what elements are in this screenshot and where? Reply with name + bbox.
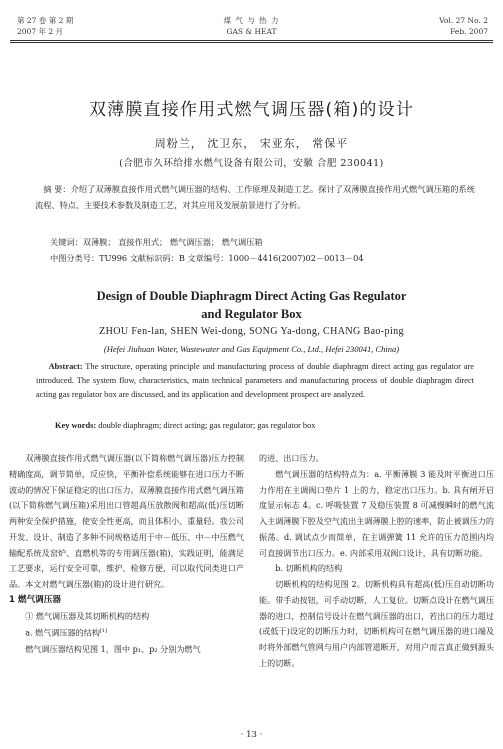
features-paragraph: 燃气调压器的结构特点为：a. 平衡薄膜 3 能及时平衡进口压力作用在主调阀口垫片 1 上的力，稳定出口压力。b. 具有闸开启度显示标志 4。c. 呼吸装置 7 及稳压装置 8 可减慢瞬时的燃气流入主调薄膜下腔及空气流出主调薄膜上腔的速率，防止被调压力的振荡。d. 调试点少而简单，在主调弹簧 11 允许的压力范围内均可直接调节出口压力。e. 内部采用双阀口设计，具有切断功能。: [259, 468, 494, 558]
body-left-column: [9, 451, 244, 657]
keywords-en-label: Key words:: [55, 421, 97, 430]
section-1-heading: 1 燃气调压器: [9, 594, 61, 605]
paper-title-cn: 双薄膜直接作用式燃气调压器(箱)的设计: [88, 100, 415, 120]
affiliation-en: (Hefei Jiuhuan Water, Wastewater and Gas Equipment Co., Ltd., Hefei 230041, China): [103, 344, 400, 354]
journal-name-en: GAS & HEAT: [226, 27, 277, 36]
abstract-en-label: Abstract:: [48, 362, 83, 371]
subsection-1-heading: ① 燃气调压器及其切断机构的结构: [25, 610, 150, 621]
header-rule-2: [10, 42, 493, 43]
subsection-1b-heading: b. 切断机构的结构: [275, 563, 343, 574]
keywords-en: [55, 419, 315, 433]
figure-1-intro: 燃气调压器结构见图 1，图中 p₁、p₂ 分别为燃气: [25, 643, 201, 654]
classification-line: 中图分类号：TU996 文献标识码：B 文章编号：1000－4416(2007)02－0013－04: [50, 253, 364, 263]
journal-name-cn: 煤 气 与 热 力: [223, 16, 280, 25]
subsection-1a-heading: [9, 624, 244, 641]
keywords-cn-label: 关键词：: [50, 237, 83, 247]
abstract-en: [36, 360, 474, 403]
journal-volume: 第 27 卷 第 2 期: [17, 16, 74, 25]
abstract-en-text: The structure, operating principle and manufacturing process of double diaphragm direct acting gas regulator are introduced. The system flow, characteristics, main technical parameters and manufacturing process of double diaphragm direct acting gas regulator box are discussed, and its application and development prospect are analyzed.: [36, 362, 474, 400]
reference-marker: [1]: [99, 628, 108, 635]
abstract-cn: [35, 182, 475, 213]
cutoff-paragraph: 切断机构的结构见图 2。切断机构具有超高(低)压自动切断功能。带手动按钮，可手动切断，人工复位。切断点设计在燃气调压器的进口，控制信号设计在燃气调压器的出口，若出口的压力超过(或低于)设定的切断压力时，切断机构可在燃气调压器的进口端及时将外部燃气管网与用户内部管道断开，对用户而言真正做到源头上的切断。: [259, 579, 494, 668]
intro-paragraph: 双薄膜直接作用式燃气调压器(以下简称燃气调压器)压力控制精确度高，调节简单，反应快，平衡补偿系统能够在进口压力不断波动的情况下保证稳定的出口压力。双薄膜直接作用式燃气调压箱(以下简称燃气调压箱)采用出口管超高压放散阀和超高(低)压切断两种安全保护措施，使安全性更高，而且体积小、重量轻。我公司开发、设计、制造了多种不同规格适用于中－低压、中－中压燃气输配系统及窑炉、直燃机等的专用调压器(箱)，实践证明，能满足工艺要求，运行安全可靠，维护、检修方便，可以取代同类进口产品。本文对燃气调压器(箱)的设计进行研究。: [9, 453, 244, 589]
abstract-cn-label: 摘 要：: [43, 184, 71, 194]
authors-en: ZHOU Fen-lan, SHEN Wei-dong, SONG Ya-dong, CHANG Bao-ping: [99, 326, 404, 337]
page-number: · 13 ·: [240, 730, 263, 740]
header-rule: [10, 40, 493, 41]
journal-volume-en: Vol. 27 No. 2: [439, 16, 488, 25]
keywords-cn: [50, 235, 263, 251]
keywords-en-text: double diaphragm; direct acting; gas regulator; gas regulator box: [98, 421, 316, 430]
pressure-sentence-end: 的进、出口压力。: [259, 453, 324, 463]
journal-date-en: Feb. 2007: [450, 27, 488, 36]
abstract-cn-text: 介绍了双薄膜直接作用式燃气调压器的结构、工作原理及制造工艺。探讨了双薄膜直接作用式燃气调压箱的系统流程、特点、主要技术参数及制造工艺，对其应用及发展前景进行了分析。: [35, 184, 475, 210]
paper-title-en-line2: and Regulator Box: [201, 307, 302, 321]
subsection-1a-text: a. 燃气调压器的结构: [25, 627, 100, 638]
authors-cn: 周粉兰， 沈卫东， 宋亚东， 常保平: [154, 137, 349, 150]
journal-date: 2007 年 2 月: [17, 27, 64, 36]
paper-title-en-line1: Design of Double Diaphragm Direct Acting Gas Regulator: [96, 289, 407, 303]
affiliation-cn: (合肥市久环给排水燃气设备有限公司，安徽 合肥 230041): [119, 158, 384, 169]
keywords-cn-text: 双薄膜； 直接作用式； 燃气调压器； 燃气调压箱: [82, 237, 263, 247]
body-right-column: [259, 451, 494, 672]
